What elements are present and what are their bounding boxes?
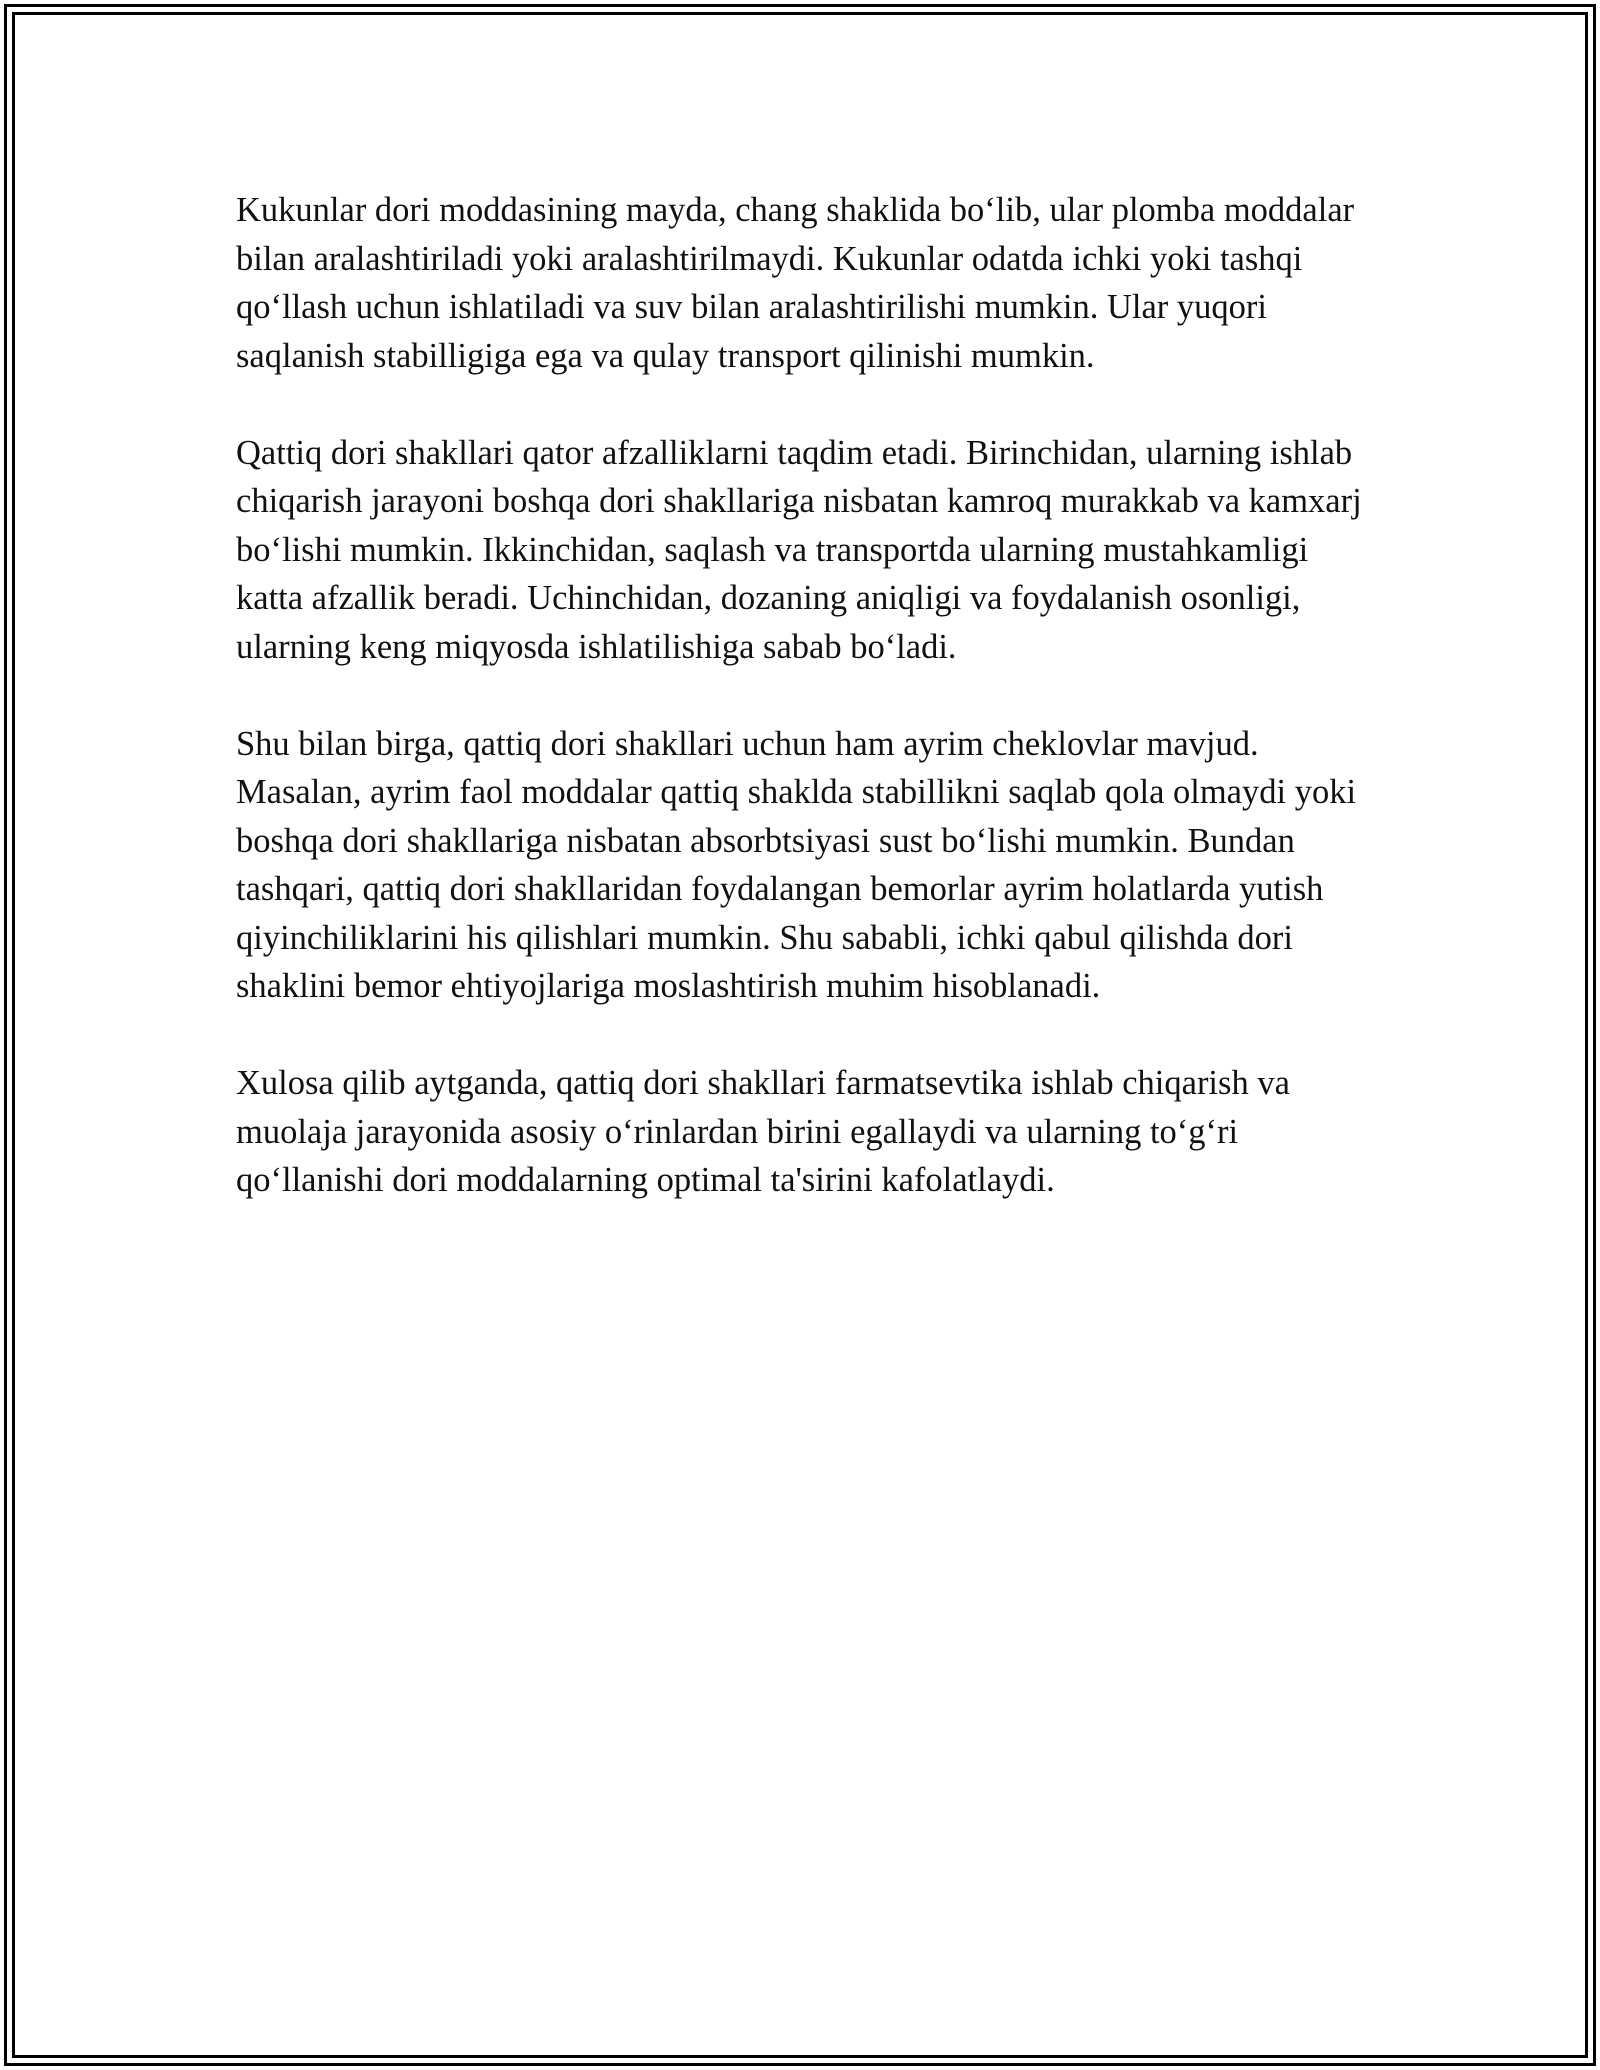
paragraph-advantages: Qattiq dori shakllari qator afzalliklarni taqdim etadi. Birinchidan, ularning ishlab chiqarish jarayoni boshqa dori shakllariga nisbatan kamroq murakkab va kamxarj bo‘lishi mumkin. Ikkinchidan, saqlash va transportda ularning mustahkamligi katta afzallik beradi. Uchinchidan, dozaning aniqligi va foydalanish osonligi, ularning keng miqyosda ishlatilishiga sabab bo‘ladi. (236, 433, 1362, 666)
document-body (236, 186, 1366, 1205)
paragraph-limitations: Shu bilan birga, qattiq dori shakllari uchun ham ayrim cheklovlar mavjud. Masalan, ayrim faol moddalar qattiq shaklda stabillikni saqlab qola olmaydi yoki boshqa dori shakllariga nisbatan absorbtsiyasi sust bo‘lishi mumkin. Bundan tashqari, qattiq dori shakllaridan foydalangan bemorlar ayrim holatlarda yutish qiyinchiliklarini his qilishlari mumkin. Shu sababli, ichki qabul qilishda dori shaklini bemor ehtiyojlariga moslashtirish muhim hisoblanadi. (236, 724, 1357, 1005)
paragraph-conclusion: Xulosa qilib aytganda, qattiq dori shakllari farmatsevtika ishlab chiqarish va muolaja jarayonida asosiy o‘rinlardan birini egallaydi va ularning to‘g‘ri qo‘llanishi dori moddalarning optimal ta'sirini kafolatlaydi. (236, 1064, 1290, 1199)
paragraph-powders: Kukunlar dori moddasining mayda, chang shaklida bo‘lib, ular plomba moddalar bilan aralashtiriladi yoki aralashtirilmaydi. Kukunlar odatda ichki yoki tashqi qo‘llash uchun ishlatiladi va suv bilan aralashtirilishi mumkin. Ular yuqori saqlanish stabilligiga ega va qulay transport qilinishi mumkin. (236, 191, 1355, 375)
